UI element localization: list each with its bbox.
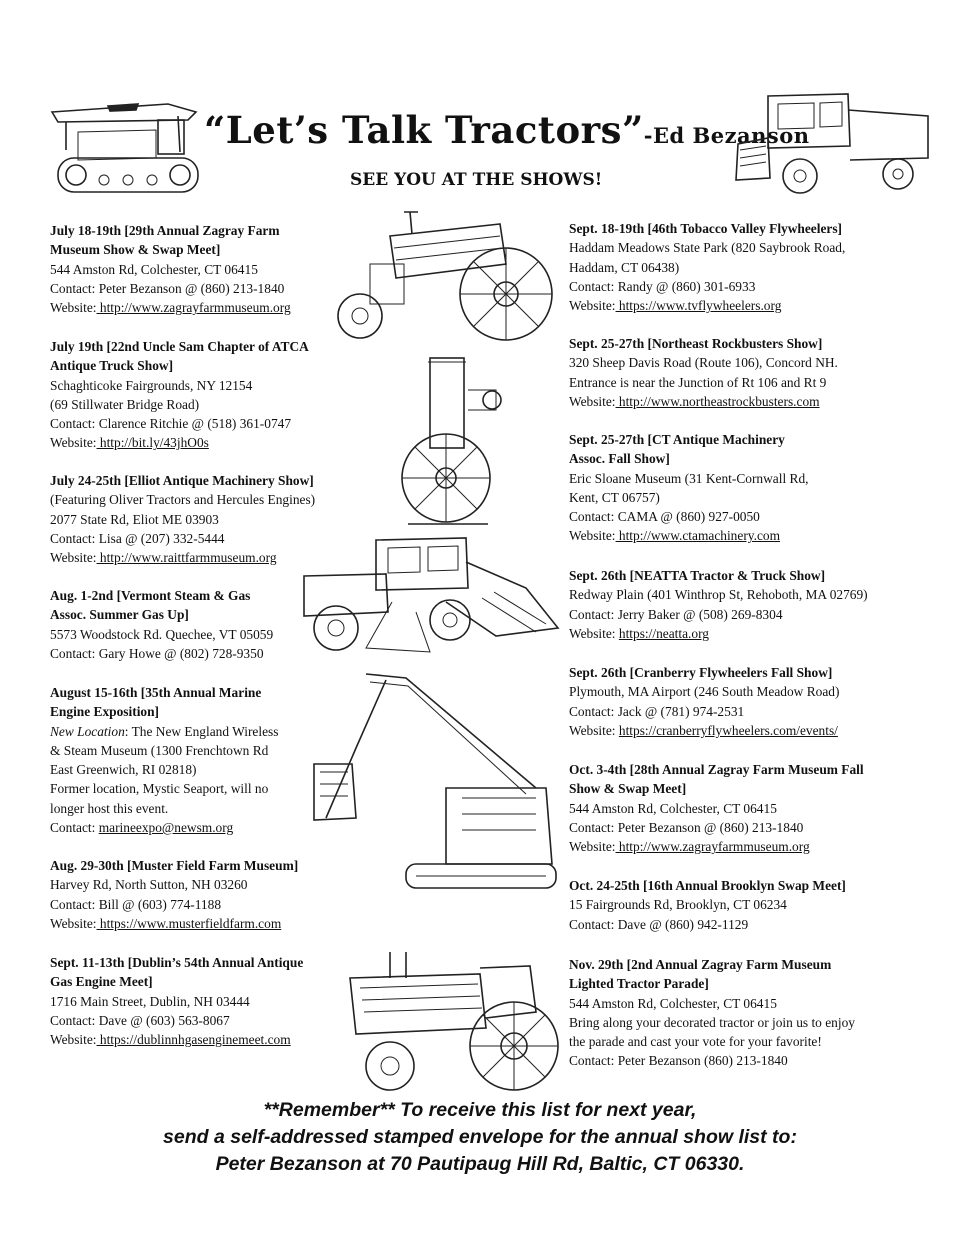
website-link[interactable]: http://www.zagrayfarmmuseum.org [615, 839, 810, 855]
event-address: Haddam, CT 06438) [569, 259, 680, 275]
event-address [50, 722, 278, 741]
event-heading: July 18-19th [29th Annual Zagray Farm [50, 223, 280, 238]
event-heading: Aug. 1-2nd [Vermont Steam & Gas [50, 588, 251, 603]
event-heading: Sept. 25-27th [Northeast Rockbusters Show] [569, 336, 823, 351]
website-link[interactable]: https://cranberryflywheelers.com/events/ [618, 722, 838, 738]
event-note: the parade and cast your vote for your favorite! [569, 1034, 822, 1050]
event-website-row [569, 624, 868, 643]
event-neatta-show [569, 566, 868, 643]
event-website-row [50, 548, 315, 567]
website-link[interactable]: https://neatta.org [618, 625, 710, 641]
event-note: Former location, Mystic Seaport, will no [50, 781, 269, 797]
event-contact: Contact: Peter Bezanson (860) 213-1840 [569, 1053, 788, 1069]
steel-wheel-tractor-drawing [330, 204, 560, 349]
event-contact: Contact: Bill @ (603) 774-1188 [50, 896, 222, 912]
website-label: Website: [569, 298, 616, 314]
contact-email-link[interactable]: marineexpo@newsm.org [98, 820, 234, 836]
event-address: Redway Plain (401 Winthrop St, Rehoboth, MA 02769) [569, 587, 868, 603]
website-label: Website: [50, 550, 97, 566]
event-address: 5573 Woodstock Rd. Quechee, VT 05059 [50, 626, 274, 642]
event-heading: July 19th [22nd Uncle Sam Chapter of ATCA [50, 339, 309, 354]
event-marine-engine-expo [50, 683, 278, 837]
steam-shovel-drawing [296, 668, 566, 898]
event-heading: Aug. 29-30th [Muster Field Farm Museum] [50, 858, 299, 873]
event-heading: Engine Exposition] [50, 704, 160, 720]
event-muster-field [50, 856, 298, 933]
website-label: Website: [50, 435, 97, 451]
event-zagray-fall-show [569, 760, 864, 856]
website-link[interactable]: http://www.ctamachinery.com [615, 528, 781, 544]
title-text: “Let’s Talk Tractors” [204, 108, 644, 152]
footer-line: Peter Bezanson at 70 Pautipaug Hill Rd, Baltic, CT 06330. [215, 1153, 745, 1175]
row-crop-tractor-drawing [330, 948, 560, 1098]
event-contact: Contact: Jerry Baker @ (508) 269-8304 [569, 606, 783, 622]
event-heading: Show & Swap Meet] [569, 781, 687, 797]
event-contact: Contact: Jack @ (781) 974-2531 [569, 703, 745, 719]
page-subtitle: SEE YOU AT THE SHOWS! [350, 170, 603, 190]
event-address: 15 Fairgrounds Rd, Brooklyn, CT 06234 [569, 897, 787, 913]
event-tobacco-valley [569, 219, 845, 315]
event-vermont-gas-up [50, 586, 273, 663]
address-text: : The New England Wireless [124, 723, 279, 739]
footer-line: send a self-addressed stamped envelope for the annual show list to: [163, 1126, 797, 1148]
event-address: (69 Stillwater Bridge Road) [50, 396, 200, 412]
event-dublin-gas-engine [50, 953, 303, 1049]
event-website-row [569, 296, 845, 315]
crawler-tractor-drawing [38, 92, 208, 202]
website-link[interactable]: http://www.northeastrockbusters.com [615, 393, 820, 409]
event-brooklyn-swap-meet [569, 876, 846, 934]
website-label: Website: [569, 393, 616, 409]
event-heading: Oct. 24-25th [16th Annual Brooklyn Swap Meet] [569, 878, 846, 893]
event-heading: July 24-25th [Elliot Antique Machinery Show] [50, 473, 314, 488]
event-rockbusters [569, 334, 838, 411]
event-address: Plymouth, MA Airport (246 South Meadow Road) [569, 684, 840, 700]
website-label: Website: [569, 528, 616, 544]
event-address: 1716 Main Street, Dublin, NH 03444 [50, 993, 250, 1009]
website-label: Website: [50, 300, 97, 316]
event-elliot-show [50, 471, 315, 567]
title-author: -Ed Bezanson [643, 123, 810, 148]
footer-line: **Remember** To receive this list for next year, [263, 1099, 697, 1121]
event-address: Eric Sloane Museum (31 Kent-Cornwall Rd, [569, 470, 809, 486]
event-website-row [50, 1030, 303, 1049]
jeep-plow-drawing [296, 532, 566, 662]
event-contact: Contact: Clarence Ritchie @ (518) 361-0747 [50, 416, 292, 432]
footer-reminder [0, 1097, 960, 1178]
event-heading: Nov. 29th [2nd Annual Zagray Farm Museum [569, 957, 832, 972]
event-heading: August 15-16th [35th Annual Marine [50, 685, 262, 700]
event-uncle-sam-truck-show [50, 337, 309, 453]
event-heading: Sept. 26th [Cranberry Flywheelers Fall Show] [569, 665, 833, 680]
event-website-row [569, 392, 838, 411]
event-address: Haddam Meadows State Park (820 Saybrook Road, [569, 240, 846, 256]
event-lighted-tractor-parade [569, 955, 855, 1071]
website-label: Website: [50, 915, 97, 931]
website-label: Website: [50, 1032, 97, 1048]
website-link[interactable]: http://www.zagrayfarmmuseum.org [96, 300, 291, 316]
event-website-row [569, 526, 809, 545]
event-address: Kent, CT 06757) [569, 489, 660, 505]
event-heading: Sept. 11-13th [Dublin’s 54th Annual Antique [50, 955, 304, 970]
event-contact: Contact: CAMA @ (860) 927-0050 [569, 509, 760, 525]
event-website-row [569, 837, 864, 856]
event-address: Harvey Rd, North Sutton, NH 03260 [50, 877, 248, 893]
event-contact: Contact: Dave @ (603) 563-8067 [50, 1012, 230, 1028]
event-contact: Contact: Dave @ (860) 942-1129 [569, 916, 749, 932]
event-heading: Sept. 25-27th [CT Antique Machinery [569, 432, 785, 447]
event-contact: Contact: Randy @ (860) 301-6933 [569, 278, 756, 294]
event-contact: Contact: Peter Bezanson @ (860) 213-1840 [569, 819, 804, 835]
event-heading: Museum Show & Swap Meet] [50, 242, 221, 258]
event-website-row [50, 298, 291, 317]
event-address: (Featuring Oliver Tractors and Hercules Engines) [50, 492, 316, 508]
event-heading: Sept. 18-19th [46th Tobacco Valley Flywheelers] [569, 221, 843, 236]
event-contact: Contact: Lisa @ (207) 332-5444 [50, 530, 225, 546]
event-website-row [569, 721, 839, 740]
contact-label: Contact: [50, 820, 99, 836]
event-note: longer host this event. [50, 800, 169, 816]
event-address: 544 Amston Rd, Colchester, CT 06415 [569, 800, 777, 816]
event-website-row [50, 914, 298, 933]
new-location-label: New Location [50, 723, 125, 739]
website-label: Website: [569, 625, 619, 641]
event-address: 544 Amston Rd, Colchester, CT 06415 [50, 261, 258, 277]
event-contact: Contact: Peter Bezanson @ (860) 213-1840 [50, 280, 285, 296]
website-label: Website: [569, 839, 616, 855]
event-heading: Sept. 26th [NEATTA Tractor & Truck Show] [569, 568, 826, 583]
event-heading: Assoc. Summer Gas Up] [50, 607, 189, 623]
event-cama-fall-show [569, 430, 809, 546]
event-zagray-show [50, 221, 291, 317]
event-address: & Steam Museum (1300 Frenchtown Rd [50, 742, 269, 758]
event-address: 544 Amston Rd, Colchester, CT 06415 [569, 995, 777, 1011]
page-title [204, 108, 810, 152]
event-contact: Contact: Gary Howe @ (802) 728-9350 [50, 645, 264, 661]
event-heading: Antique Truck Show] [50, 358, 174, 374]
event-address: Schaghticoke Fairgrounds, NY 12154 [50, 377, 253, 393]
event-heading: Gas Engine Meet] [50, 974, 153, 990]
website-link[interactable]: http://www.raittfarmmuseum.org [96, 550, 277, 566]
event-heading: Lighted Tractor Parade] [569, 976, 709, 992]
vintage-truck-drawing [728, 86, 938, 201]
event-cranberry-flywheelers [569, 663, 839, 740]
event-heading: Assoc. Fall Show] [569, 451, 670, 467]
event-contact [50, 818, 278, 837]
website-link[interactable]: https://www.tvflywheelers.org [615, 298, 782, 314]
event-address: 2077 State Rd, Eliot ME 03903 [50, 511, 219, 527]
hit-miss-engine-drawing [388, 350, 508, 530]
event-note: Bring along your decorated tractor or join us to enjoy [569, 1014, 855, 1030]
website-link[interactable]: https://dublinnhgasenginemeet.com [96, 1032, 291, 1048]
event-heading: Oct. 3-4th [28th Annual Zagray Farm Museum Fall [569, 762, 864, 777]
website-label: Website: [569, 722, 619, 738]
event-address: East Greenwich, RI 02818) [50, 762, 197, 778]
event-website-row [50, 433, 309, 452]
website-link[interactable]: http://bit.ly/43jhO0s [96, 435, 209, 451]
website-link[interactable]: https://www.musterfieldfarm.com [96, 915, 282, 931]
event-address: Entrance is near the Junction of Rt 106 and Rt 9 [569, 374, 827, 390]
event-address: 320 Sheep Davis Road (Route 106), Concord NH. [569, 355, 838, 371]
